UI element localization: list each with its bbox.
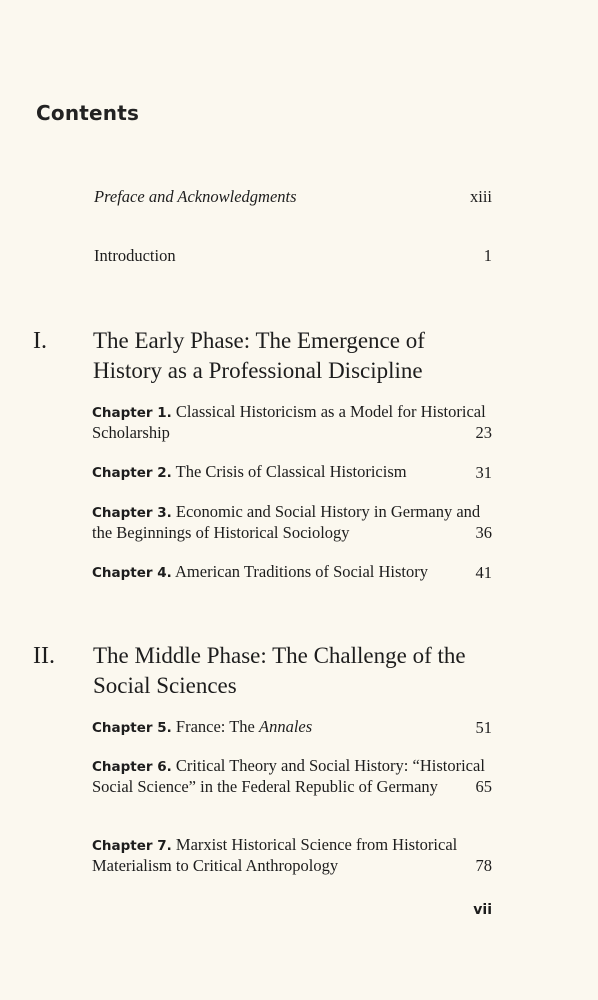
chapter-title: Classical Historicism as a Model for Historical Scholarship [92, 402, 486, 442]
page-folio: vii [473, 902, 492, 918]
chapter-page: 78 [475, 856, 492, 875]
part-number: II. [33, 643, 55, 669]
toc-entry-chapter-6[interactable] [92, 756, 492, 797]
chapter-page: 41 [475, 563, 492, 582]
chapter-label: Chapter 4. [92, 565, 172, 581]
toc-entry-chapter-2[interactable] [92, 462, 492, 483]
chapter-title: Critical Theory and Social History: “Historical Social Science” in the Federal Republic of Germany [92, 756, 485, 796]
part-title: The Early Phase: The Emergence of History as a Professional Discipline [93, 328, 425, 383]
toc-entry-chapter-4[interactable] [92, 562, 492, 583]
toc-entry-introduction[interactable] [94, 246, 492, 266]
chapter-title: American Traditions of Social History [175, 562, 428, 581]
chapter-title-italic: Annales [259, 717, 313, 736]
chapter-label: Chapter 7. [92, 838, 172, 854]
chapter-label: Chapter 3. [92, 505, 172, 521]
toc-entry-chapter-5[interactable] [92, 717, 492, 738]
chapter-title: Economic and Social History in Germany and the Beginnings of Historical Sociology [92, 502, 481, 542]
chapter-page: 51 [475, 718, 492, 737]
contents-heading: Contents [36, 101, 140, 125]
chapter-label: Chapter 6. [92, 759, 172, 775]
part-number: I. [33, 328, 47, 354]
chapter-title: The Crisis of Classical Historicism [175, 462, 407, 481]
toc-entry-page: 1 [483, 246, 492, 265]
toc-entry-page: xiii [469, 187, 492, 206]
chapter-title: France: The [175, 717, 259, 736]
toc-entry-title: Preface and Acknowledgments [94, 187, 297, 206]
chapter-page: 31 [475, 463, 492, 482]
chapter-page: 65 [475, 777, 492, 796]
chapter-label: Chapter 5. [92, 720, 172, 736]
toc-entry-preface[interactable] [94, 187, 492, 207]
toc-entry-chapter-7[interactable] [92, 835, 492, 876]
chapter-title: Marxist Historical Science from Historical Materialism to Critical Anthropology [92, 835, 458, 875]
toc-entry-chapter-1[interactable] [92, 402, 492, 443]
toc-entry-chapter-3[interactable] [92, 502, 492, 543]
chapter-page: 23 [475, 423, 492, 442]
chapter-page: 36 [475, 523, 492, 542]
chapter-label: Chapter 2. [92, 465, 172, 481]
part-title: The Middle Phase: The Challenge of the Social Sciences [93, 643, 466, 698]
toc-entry-title: Introduction [94, 246, 176, 265]
chapter-label: Chapter 1. [92, 405, 172, 421]
